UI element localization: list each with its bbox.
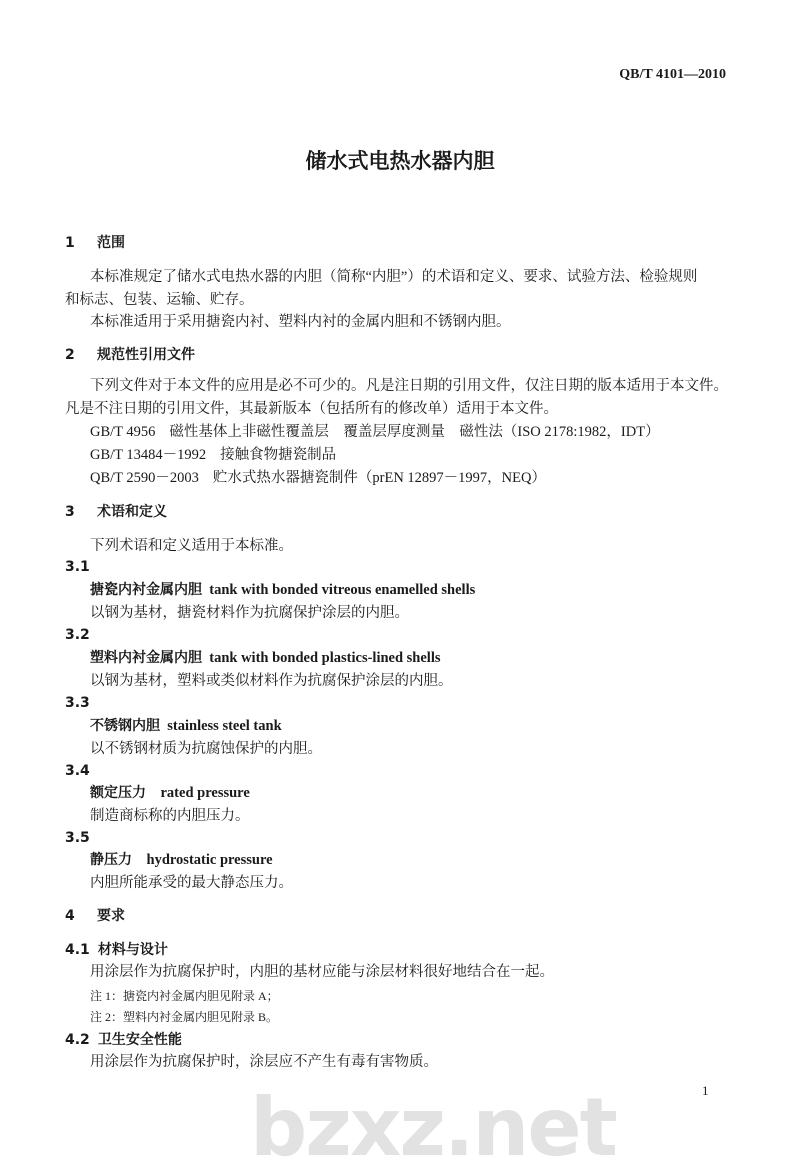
term-definition: 以钢为基材，塑料或类似材料作为抗腐保护涂层的内胆。 [90, 673, 453, 689]
term-number: 3.3 [65, 695, 90, 711]
section-title: 要求 [97, 908, 125, 924]
note: 注 2：塑料内衬金属内胆见附录 B。 [90, 1010, 279, 1024]
paragraph: 用涂层作为抗腐保护时，涂层应不产生有毒有害物质。 [90, 1054, 438, 1070]
term-number: 3.2 [65, 627, 90, 643]
term-heading [90, 649, 441, 667]
term-en: stainless steel tank [167, 718, 282, 734]
term-definition: 以不锈钢材质为抗腐蚀保护的内胆。 [90, 741, 322, 757]
term-heading [90, 784, 250, 802]
reference-code: GB/T 4956 [90, 424, 156, 440]
term-heading [90, 717, 282, 735]
section-1-heading [65, 234, 125, 252]
reference-title: 贮水式热水器搪瓷制件（prEN 12897－1997，NEQ） [212, 470, 546, 486]
paragraph: 用涂层作为抗腐保护时，内胆的基材应能与涂层材料很好地结合在一起。 [90, 964, 554, 980]
term-number: 3.1 [65, 559, 90, 575]
paragraph: 和标志、包装、运输、贮存。 [65, 292, 254, 308]
term-heading [90, 851, 273, 869]
section-title: 范围 [97, 235, 125, 251]
reference-code: GB/T 13484－1992 [90, 447, 207, 463]
term-zh: 不锈钢内胆 [90, 718, 160, 734]
term-en: hydrostatic pressure [146, 852, 273, 868]
section-title: 卫生安全性能 [97, 1032, 182, 1048]
section-4-heading [65, 907, 125, 925]
section-number: 4.2 [65, 1032, 90, 1048]
reference-item [90, 423, 660, 441]
note: 注 1：搪瓷内衬金属内胆见附录 A； [90, 989, 279, 1003]
paragraph: 本标准适用于采用搪瓷内衬、塑料内衬的金属内胆和不锈钢内胆。 [90, 314, 511, 330]
section-2-heading [65, 346, 195, 364]
term-zh: 搪瓷内衬金属内胆 [90, 582, 202, 598]
term-zh: 塑料内衬金属内胆 [90, 650, 202, 666]
section-title: 材料与设计 [97, 942, 168, 958]
term-en: tank with bonded plastics-lined shells [209, 650, 441, 666]
term-heading [90, 581, 475, 599]
term-definition: 制造商标称的内胆压力。 [90, 808, 250, 824]
section-title: 术语和定义 [97, 504, 167, 520]
paragraph: 本标准规定了储水式电热水器的内胆（简称“内胆”）的术语和定义、要求、试验方法、检验规则 [90, 269, 698, 285]
section-number: 3 [65, 504, 75, 520]
paragraph: 下列文件对于本文件的应用是必不可少的。凡是注日期的引用文件，仅注日期的版本适用于本文件。 [90, 378, 728, 394]
reference-title: 磁性基体上非磁性覆盖层 覆盖层厚度测量 磁性法（ISO 2178:1982，IDT） [169, 424, 660, 440]
standard-code: QB/T 4101—2010 [619, 67, 726, 82]
term-zh: 额定压力 [90, 785, 146, 801]
term-number: 3.4 [65, 763, 90, 779]
section-title: 规范性引用文件 [97, 347, 195, 363]
paragraph: 凡是不注日期的引用文件，其最新版本（包括所有的修改单）适用于本文件。 [65, 401, 558, 417]
reference-title: 接触食物搪瓷制品 [220, 447, 337, 463]
term-en: rated pressure [160, 785, 250, 801]
page-title: 储水式电热水器内胆 [305, 149, 495, 173]
watermark: bzxz.net [250, 1081, 616, 1174]
subsection-4-2-heading [65, 1031, 182, 1049]
reference-item [90, 446, 336, 464]
reference-code: QB/T 2590－2003 [90, 470, 199, 486]
section-number: 2 [65, 347, 75, 363]
page-number: 1 [702, 1083, 709, 1098]
term-en: tank with bonded vitreous enamelled shells [209, 582, 476, 598]
subsection-4-1-heading [65, 941, 168, 959]
paragraph: 下列术语和定义适用于本标准。 [90, 538, 293, 554]
term-number: 3.5 [65, 830, 90, 846]
section-number: 4 [65, 908, 75, 924]
section-number: 1 [65, 235, 75, 251]
term-definition: 内胆所能承受的最大静态压力。 [90, 875, 293, 891]
term-zh: 静压力 [90, 852, 132, 868]
reference-item [90, 469, 546, 487]
section-3-heading [65, 503, 167, 521]
section-number: 4.1 [65, 942, 90, 958]
term-definition: 以钢为基材，搪瓷材料作为抗腐保护涂层的内胆。 [90, 605, 409, 621]
